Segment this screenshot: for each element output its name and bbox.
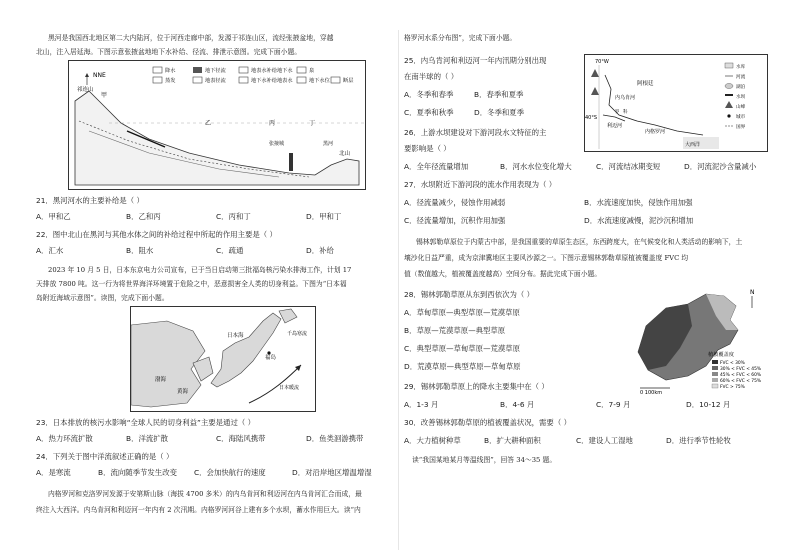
q21-option-a: A．甲和乙 [36,212,71,221]
rio-negro-map [584,54,768,152]
legend-spring: 泉 [309,68,315,74]
fukushima-marker-icon [267,351,270,354]
q25-option-c: C．夏季和秋季 [404,108,454,117]
label-ding: 丁 [309,120,316,127]
q30-option-d: D．进行季节性轮牧 [666,436,731,445]
q26-stem-line-1: 26．上游水坝建设对下游河段水文特征的主 [404,128,547,137]
label-heihe: 黑河 [323,141,334,147]
q29-option-c: C．7-9 月 [596,400,631,409]
section-footer-instruction: 读“我国某地某月等温线图”，回答 34～35 题。 [412,456,557,464]
legend-reservoir: 水库 [736,65,746,70]
legend-evaporation: 蒸发 [165,78,176,84]
q28-option-b: B．草原—荒漠草原—典型草原 [404,326,506,335]
label-limay: 利迈河 [607,123,623,129]
terrain-profile [75,91,359,185]
q26-option-a: A．全年径流量增加 [404,162,469,171]
label-bohai: 渤海 [155,377,167,383]
intro-paragraph-2-line-2: 天排放 7800 吨。这一行为将世界海洋环境置于危险之中，恶意损害全人类的切身利益。下图为“日本福 [36,280,347,288]
q29-option-a: A．1-3 月 [404,400,439,409]
q22-option-c: C．疏通 [216,246,244,255]
q22-option-d: D．补给 [306,246,334,255]
q21-option-d: D．甲和丁 [306,212,342,221]
label-argentina: 阿根廷 [637,81,654,87]
q21-option-c: C．丙和丁 [216,212,251,221]
legend-ground-to-surface: 地下水补给地表水 [251,78,293,84]
intro-paragraph-4-line-1: 锡林郭勒草原位于内蒙古中部，是我国重要的草原生态区，东西跨度大，在气候变化和人类活动的影响下，土 [416,238,743,246]
intro-paragraph-4-line-3: 值（数值越大，植被覆盖度越高）空间分布。据此完成下面小题。 [404,270,602,278]
legend-dam: 水坝 [736,95,746,100]
legend-surface-runoff: 地表径流 [205,78,226,84]
label-sea-of-japan: 日本海 [227,333,244,339]
q25-stem-line-2: 在南半球的（ ） [404,72,459,81]
label-beishan: 北山 [339,151,351,157]
q30-option-c: C．建设人工湿地 [576,436,633,445]
label-ke: 科 [623,110,628,115]
q29-stem: 29．锡林郭勒草原上的降水主要集中在（ ） [404,382,549,391]
legend-surface-to-ground: 地表水补给地下水 [251,68,293,74]
label-rio-negro: 内格罗河 [645,129,666,135]
q27-option-c: C．径流量增加，沉积作用加强 [404,216,506,225]
map-legend [725,63,746,130]
label-fukushima: 福岛 [265,355,277,361]
q25-option-b: B．春季和夏季 [474,90,524,99]
label-zhangye: 张掖城 [269,141,285,147]
intro-paragraph-1-line-2: 北山，注入居延海。下图示意张掖盆地地下水补给、径流、排泄示意图。完成下面小题。 [36,48,302,56]
q27-option-b: B．水流速度加快，侵蚀作用加强 [584,198,693,207]
label-yi: 乙 [205,120,212,127]
q29-option-d: D．10-12 月 [686,400,731,409]
fukushima-sea-map [130,306,316,412]
label-neuquen: 内乌肯河 [615,95,636,101]
q23-stem: 23．日本排放的核污水影响“全球人民的切身利益”主要是通过（ ） [36,418,255,427]
intro-paragraph-3-end: 格罗河水系分布图”，完成下面小题。 [404,34,517,42]
intro-paragraph-3-line-1: 内格罗河和克洛罗河发源于安第斯山脉（海拔 4700 多米）的内乌肯河和利迈河在内乌肯河汇合而成，最 [48,490,362,498]
q26-option-d: D．河流泥沙含量减小 [684,162,757,171]
q21-stem: 21．黑河河水的主要补给是（ ） [36,196,144,205]
q25-option-d: D．冬季和夏季 [474,108,525,117]
intro-paragraph-2-line-1: 2023 年 10 月 5 日，日本东京电力公司宣布，已于当日启动第三批福岛核污染水排海工作，计划 17 [48,266,352,274]
mountain-peak-icon [591,69,599,77]
q24-option-b: B．流向随季节发生改变 [98,468,177,477]
compass-label: NNE [93,72,106,79]
q22-stem: 22．图中北山在黑河与其他水体之间的补给过程中所起的作用主要是（ ） [36,230,277,239]
q28-option-a: A．草甸草原—典型草原—荒漠草原 [404,308,520,317]
intro-paragraph-4-line-2: 壤沙化日益严重，成为京津冀地区主要风沙源之一。下图示意锡林郭勒草原植被覆盖度 FVC 均 [404,254,689,262]
q26-stem-line-2: 要影响是（ ） [404,144,451,153]
label-kuroshio: 日本暖流 [279,385,300,391]
fvc-legend-title: 植被覆盖度 [708,352,734,358]
q25-option-a: A．冬季和春季 [404,90,454,99]
column-divider [398,30,399,550]
fvc-legend-3: 45% < FVC < 60% [720,373,762,378]
fvc-legend-2: 30% < FVC < 45% [720,367,762,372]
q22-option-b: B．阻水 [126,246,154,255]
q27-option-d: D．水流速度减慢，泥沙沉积增加 [584,216,694,225]
q23-option-a: A．热力环流扩散 [36,434,93,443]
q30-stem: 30．改善锡林郭勒草原的植被覆盖状况，需要（ ） [404,418,571,427]
legend-precipitation: 降水 [165,68,176,74]
label-bing: 丙 [269,120,276,127]
label-atlantic: 大西洋 [685,142,701,148]
label-yellow-sea: 黄海 [177,389,189,395]
q29-option-b: B．4-6 月 [500,400,535,409]
legend-city: 城市 [736,115,746,120]
q30-option-b: B．扩大耕种面积 [484,436,541,445]
fvc-legend-5: FVC > 75% [720,385,745,390]
legend-lake: 湖泊 [736,85,746,90]
label-oyashio: 千岛寒流 [287,331,308,337]
q22-option-a: A．汇水 [36,246,64,255]
fvc-legend-4: 60% < FVC < 75% [720,379,762,384]
q24-stem: 24．下列关于图中洋流叙述正确的是（ ） [36,452,174,461]
label-70w: 70°W [595,59,609,65]
q26-option-b: B．河水水位变化增大 [500,162,572,171]
q28-option-c: C．典型草原—草甸草原—荒漠草原 [404,344,521,353]
label-40s: 40°S [585,115,598,121]
q26-option-c: C．河流结冰期变短 [596,162,661,171]
legend-underground-runoff: 地下径流 [205,68,226,74]
legend-fault: 断层 [343,78,354,84]
legend-river: 河流 [736,75,746,80]
q23-option-d: D．鱼类洄游携带 [306,434,364,443]
legend-border: 国界 [736,125,746,130]
legend-water-table: 地下水位 [309,78,330,84]
q28-stem: 28．锡林郭勒草原从东到西依次为（ ） [404,290,535,299]
legend-peak: 山峰 [736,105,746,110]
intro-paragraph-2-line-3: 岛附近海域示意图”。读图，完成下面小题。 [36,294,169,302]
label-luo: 罗 [615,110,620,115]
q25-stem-line-1: 25．内乌肯河和利迈河一年内汛期分别出现 [404,56,547,65]
north-letter: N [750,289,755,296]
fvc-map [626,286,766,398]
fvc-legend-1: FVC < 30% [720,361,745,366]
q24-option-a: A．是寒流 [36,468,71,477]
q23-option-b: B．洋流扩散 [126,434,169,443]
label-qilian: 祁连山 [77,87,94,93]
scale-bar-label: 0 100km [640,390,663,396]
diagram-legend [153,66,354,84]
q30-option-a: A．大力植树种草 [404,436,461,445]
q27-option-a: A．径流量减少，侵蚀作用减弱 [404,198,506,207]
q23-option-c: C．海陆风携带 [216,434,266,443]
intro-paragraph-3-line-2: 终注入大西洋。内乌肯河和利迈河一年内有 2 次汛期。内格罗河河谷上建有多个水坝，蓄水作用巨大。读“内 [36,506,361,514]
north-arrow-head-icon [85,73,89,77]
groundwater-diagram [68,60,366,190]
q24-option-c: C．会加快航行的速度 [194,468,266,477]
q24-option-d: D．对沿岸地区增温增湿 [292,468,372,477]
q21-option-b: B．乙和丙 [126,212,161,221]
mountain-peak-icon-2 [591,87,599,95]
label-jia: 甲 [101,92,108,99]
intro-paragraph-1-line-1: 黑河是我国西北地区第二大内陆河，位于河西走廊中部，发源于祁连山区，流经张掖盆地，穿越 [48,34,334,42]
q27-stem: 27．水坝附近下游河段的流水作用表现为（ ） [404,180,557,189]
q28-option-d: D．荒漠草原—典型草原—草甸草原 [404,362,521,371]
fvc-legend [712,360,761,390]
city-marker-icon [289,153,293,171]
